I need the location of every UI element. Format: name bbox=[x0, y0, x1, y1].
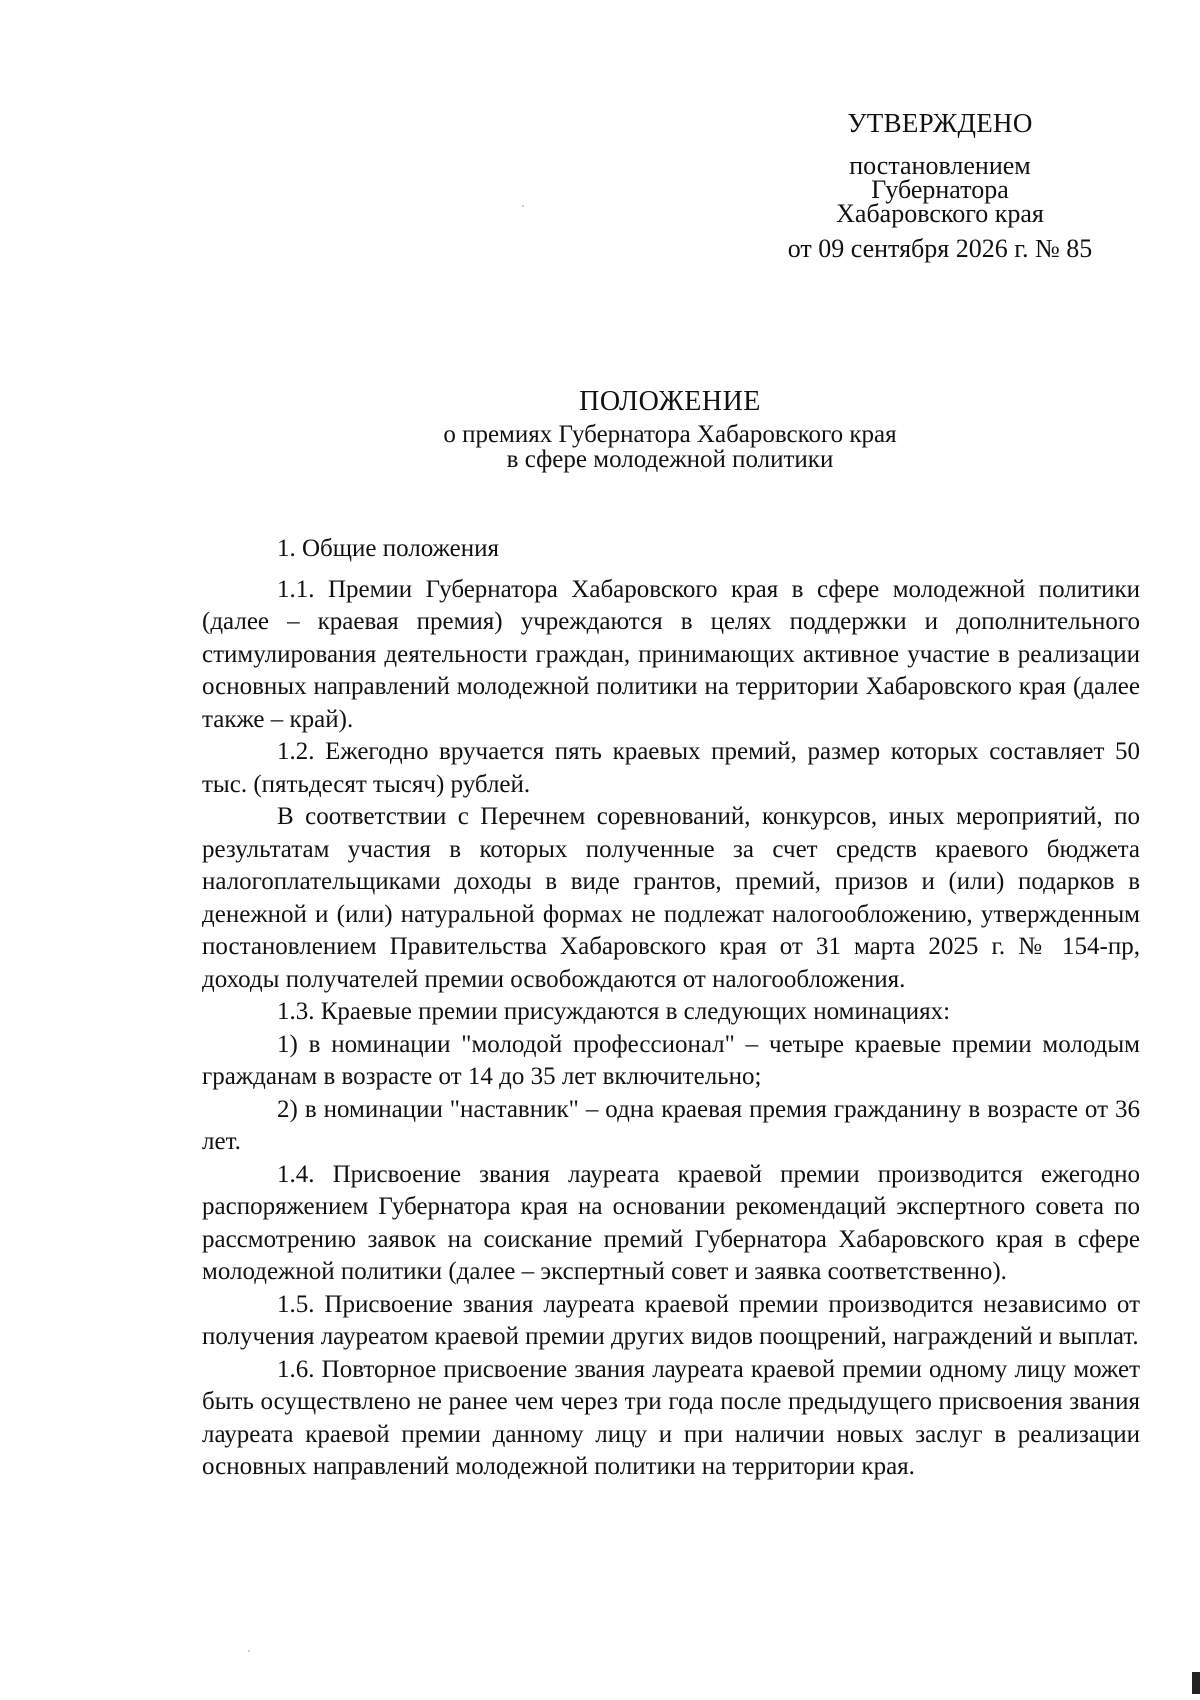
scan-speck bbox=[248, 1650, 250, 1652]
approval-heading: УТВЕРЖДЕНО bbox=[847, 108, 1033, 138]
paragraph-1-2: 1.2. Ежегодно вручается пять краевых премий, размер которых составляет 50 тыс. (пятьдесят тысяч) рублей. bbox=[202, 738, 1140, 798]
document-title: ПОЛОЖЕНИЕ bbox=[579, 386, 761, 417]
paragraph-nomination-1: 1) в номинации "молодой профессионал" – четыре краевые премии молодым гражданам в возрасте от 14 до 35 лет включительно; bbox=[202, 1030, 1140, 1090]
paragraph-1-1: 1.1. Премии Губернатора Хабаровского края в сфере молодежной политики (далее – краевая премия) учреждаются в целях поддержки и дополнительного стимулирования деятельности граждан, принимающих активное участие в реализации основных направлений молодежной политики на территории Хабаровского края (далее также – край). bbox=[202, 575, 1140, 733]
approval-line-3: Хабаровского края bbox=[836, 199, 1044, 228]
section-heading: 1. Общие положения bbox=[277, 535, 499, 562]
page-edge-mark bbox=[1192, 1672, 1200, 1694]
paragraph-tax-exemption: В соответствии с Перечнем соревнований, конкурсов, иных мероприятий, по результатам участия в которых полученные за счет средств краевого бюджета налогоплательщиками доходы в виде грантов, премий, призов и (или) подарков в денежной и (или) натуральной формах не подлежат налогообложению, утвержденным постановлением Правительства Хабаровского края от 31 марта 2025 г. № 154-пр, доходы получателей премии освобождаются от налогообложения. bbox=[202, 803, 1140, 993]
approval-stamp bbox=[760, 104, 1120, 266]
paragraph-1-3: 1.3. Краевые премии присуждаются в следующих номинациях: bbox=[277, 998, 951, 1025]
paragraph-1-6: 1.6. Повторное присвоение звания лауреата краевой премии одному лицу может быть осуществлено не ранее чем через три года после предыдущего присвоения звания лауреата краевой премии данному лицу и при наличии новых заслуг в реализации основных направлений молодежной политики на территории края. bbox=[202, 1355, 1140, 1480]
paragraph-1-5: 1.5. Присвоение звания лауреата краевой премии производится независимо от получения лауреатом краевой премии других видов поощрений, награждений и выплат. bbox=[202, 1290, 1140, 1350]
document-title-block bbox=[200, 382, 1140, 472]
document-subtitle-line-2: в сфере молодежной политики bbox=[506, 446, 834, 473]
approval-date: от 09 сентября 2026 г. № 85 bbox=[787, 234, 1093, 263]
paragraph-nomination-2: 2) в номинации "наставник" – одна краевая премия гражданину в возрасте от 36 лет. bbox=[202, 1095, 1140, 1155]
paragraph-1-4: 1.4. Присвоение звания лауреата краевой премии производится ежегодно распоряжением Губернатора края на основании рекомендаций экспертного совета по рассмотрению заявок на соискание премий Губернатора Хабаровского края в сфере молодежной политики (далее – экспертный совет и заявка соответственно). bbox=[202, 1160, 1140, 1285]
document-body bbox=[202, 533, 1140, 1484]
approval-line-2: Губернатора bbox=[871, 175, 1009, 204]
document-subtitle-line-1: о премиях Губернатора Хабаровского края bbox=[443, 421, 897, 448]
approval-line-1: постановлением bbox=[849, 151, 1031, 180]
scan-speck bbox=[522, 205, 524, 207]
